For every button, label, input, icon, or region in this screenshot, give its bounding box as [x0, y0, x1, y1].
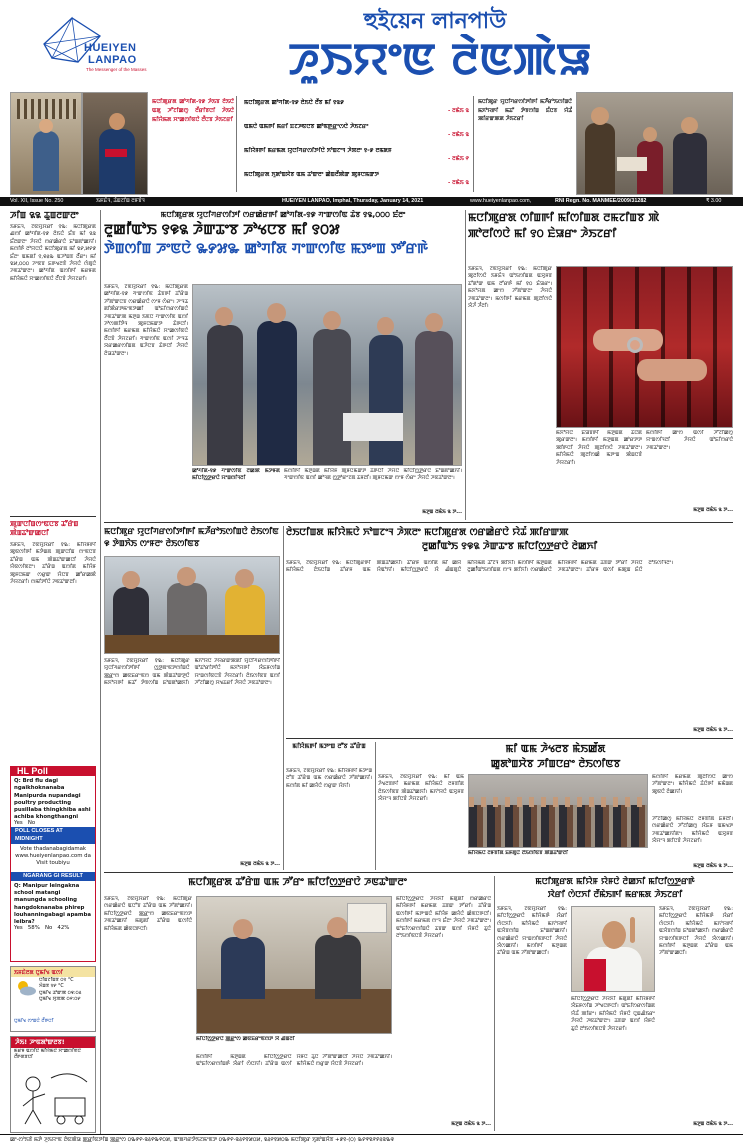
- price: ₹ 3.00: [706, 198, 722, 204]
- tr-photo-handcuffs: [556, 266, 733, 428]
- br-head-2: ꯋꯥꯔꯤ ꯁꯥꯅꯈꯤ ꯂꯩꯃꯥꯏꯒꯤ ꯃꯔꯃꯗ ꯍꯥꯏꯖꯔꯤ: [547, 890, 683, 900]
- mr-head-1: ꯃꯤ ꯑꯃ ꯍꯥꯠꯂꯕ ꯃꯥꯏꯀꯩꯗ: [505, 743, 606, 755]
- cartoon-drawing-icon: [11, 1068, 95, 1130]
- br-continued[interactable]: ꯃꯇꯨꯡ ꯂꯃꯥꯏ ꯲ ꯇ...: [693, 1121, 733, 1127]
- top-right-story: [468, 210, 733, 520]
- weather-caption: ꯅꯨꯃꯤꯠ ꯁꯦꯡꯅꯥ ꯂꯩꯒꯅꯤ: [14, 1019, 54, 1024]
- tr-head-1: ꯃꯅꯤꯄꯨꯔꯗ ꯁꯤꯡꯒꯤ ꯃꯤꯁꯤꯡꯗ ꯂꯃꯖꯤꯡꯕ ꯄꯥ: [468, 211, 660, 224]
- bottom-left-story: [104, 876, 491, 1131]
- ml-head-1: ꯃꯅꯤꯄꯨꯔ ꯌꯨꯅꯤꯚꯔꯁꯤꯇꯤꯒꯤ ꯃꯍꯩꯔꯣꯏꯁꯤꯡꯅꯥ ꯂꯥꯏꯁꯤꯟ: [104, 526, 279, 536]
- left-item1-body: ꯏꯝꯐꯥꯜ, ꯖꯥꯟꯌꯨꯋꯔꯤ ꯱꯳: ꯃꯅꯤꯄꯨꯔꯗ ꯉꯁꯤ ꯀꯣꯚꯤꯗ-꯱꯹ ꯂꯥꯏꯅꯥ ꯐꯪꯕ ꯃꯤ ꯲꯲ ꯐꯪꯂꯛꯂꯦ ꯍꯥꯌꯅꯥ ꯁꯔꯀꯥꯔꯅꯥ ꯐꯣꯡꯗꯣꯀꯈꯤ। ꯃꯁꯤꯒꯥ ꯂꯣꯌꯅꯅꯥ ꯃꯅꯤꯄꯨꯔꯗ ꯃꯤ ꯲꯸,꯷꯸꯹ ꯐꯪꯂꯦ ꯑꯃꯗꯤ ꯱,꯶꯴꯳ ꯑꯍꯣꯡꯕ ꯂꯩꯔꯦ। ꯃꯤ ꯲꯷,꯰꯰꯰ ꯍꯦꯟꯕ ꯐꯒꯠꯂꯕꯥ ꯍꯥꯌꯅꯥ ꯁꯥꯗꯨꯅꯥ ꯍꯟꯊꯣꯛꯂꯦ। ꯀꯣꯚꯤꯗ ꯑꯁꯤꯒꯤ ꯃꯔꯝꯗ ꯃꯤꯌꯥꯃꯅꯥ ꯆꯦꯀꯁꯤꯟꯅꯥ ꯂꯩꯅꯕꯥ ꯍꯥꯌꯖꯔꯤ।: [10, 224, 96, 282]
- lead-continued[interactable]: ꯃꯇꯨꯡ ꯂꯃꯥꯏ ꯲ ꯇ...: [422, 509, 462, 515]
- poll-vote-note[interactable]: Vote thadanabagidamak www.hueiyenlanpao.com da Visit toubiyu: [15, 845, 91, 867]
- meitei-title: ꯍꯨꯏꯌꯦꯟ ꯂꯥꯟꯄꯥꯎ: [288, 34, 592, 85]
- mr-continued[interactable]: ꯃꯇꯨꯡ ꯂꯃꯥꯏ ꯲ ꯇ...: [693, 863, 733, 869]
- br-photo-portrait: [571, 906, 655, 992]
- tr-body-3: ꯃꯁꯤꯒꯤ ꯀꯦꯁ ꯑꯁꯤ ꯍꯧꯖꯤꯀꯁꯨ ꯌꯦꯡꯁꯤꯜꯂꯤ ꯍꯥꯌꯅꯥ ꯑꯣꯐꯤꯁꯔꯅꯥ ꯍꯟꯊꯣꯛꯂꯦ।: [646, 430, 733, 451]
- banner-right-photo: [576, 92, 733, 195]
- poll-title: HL Poll: [11, 767, 95, 776]
- mc-head-1: ꯂꯥꯏꯅꯤꯡꯗ ꯃꯤꯌꯥꯃꯅꯥ ꯈꯣꯡꯖꯦꯜ ꯍꯥꯞꯂꯦ ꯃꯅꯤꯄꯨꯔꯗ ꯁꯔꯀꯥꯔꯅꯥ ꯌꯥꯊꯪ ꯄꯤꯔꯛꯄ: [286, 527, 569, 538]
- logo-name-2: LANPAO: [88, 54, 137, 66]
- bl-caption: ꯃꯤꯅꯤꯁ꯭ꯇꯔꯅꯥ ꯄ꯭ꯔꯦꯁ ꯀꯟꯐꯔꯦꯟꯁꯇ ꯋꯥ ꯉꯥꯡꯂꯤ: [196, 1036, 295, 1042]
- br-body-3: ꯏꯝꯐꯥꯜ, ꯖꯥꯟꯌꯨꯋꯔꯤ ꯱꯳: ꯃꯤꯅꯤꯁ꯭ꯇꯔꯅꯥ ꯃꯤꯌꯥꯃꯒꯥ ꯋꯥꯔꯤ ꯁꯥꯅꯈꯤ। ꯃꯤꯌꯥꯃꯅꯥ ꯃꯈꯣꯌꯒꯤ ꯑꯋꯥꯕꯁꯤꯡ ꯐꯣꯡꯗꯣꯀꯈꯤ। ꯁꯔꯀꯥꯔꯅꯥ ꯌꯦꯡꯁꯤꯟꯒꯅꯤ ꯍꯥꯌꯅꯥ ꯋꯥꯁꯀꯈꯤ। ꯃꯁꯤꯒꯤ ꯃꯇꯨꯡꯗ ꯊꯧꯔꯥꯡ ꯑꯃ ꯍꯧꯗꯣꯛꯀꯅꯤ।: [659, 906, 733, 957]
- lead-photo: [192, 284, 462, 466]
- tr-body-2: ꯃꯈꯣꯌꯅꯥ ꯐꯥꯎꯕꯒꯤ ꯃꯇꯨꯡꯗ ꯊꯥꯅꯥꯗ ꯄꯨꯔꯛꯂꯦ। ꯃꯁꯤꯒꯤ ꯃꯇꯨꯡꯗ ꯀꯣꯔꯇꯇ ꯄꯤꯒꯅꯤ ꯍꯥꯌꯅꯥ ꯄꯨꯂꯤꯁꯅꯥ ꯍꯟꯊꯣꯛꯂꯦ। ꯃꯤꯌꯥꯃꯅꯥ ꯄꯨꯂꯤꯁꯀꯥ ꯃꯇꯦꯡ ꯄꯥꯡꯅꯕꯥ ꯍꯥꯌꯖꯔꯤ।: [556, 430, 642, 466]
- mc-continued[interactable]: ꯃꯇꯨꯡ ꯂꯃꯥꯏ ꯲ ꯇ...: [693, 727, 733, 733]
- mc-box-body: ꯏꯝꯐꯥꯜ, ꯖꯥꯟꯌꯨꯋꯔꯤ ꯱꯳: ꯃꯤꯌꯥꯝꯒꯤ ꯃꯇꯦꯡ ꯂꯧꯕ ꯊꯧꯔꯥꯡ ꯑꯃ ꯁꯔꯀꯥꯔꯅꯥ ꯍꯧꯗꯣꯀꯈꯤ। ꯃꯁꯤꯗ ꯃꯤ ꯀꯌꯥꯅꯥ ꯁꯔꯨꯛ ꯌꯥꯈꯤ।: [286, 768, 372, 789]
- mc-box-head: ꯃꯤꯌꯥꯃꯒꯤ ꯃꯇꯦꯡ ꯂꯧꯕ ꯊꯧꯔꯥꯡ: [292, 742, 366, 750]
- poll-result-question: Q: Manipur leingakna school matangi manungda schooling hangdoknanaba phirep louhanningabagi apamba leibra?: [14, 883, 92, 926]
- headline-item[interactable]: ꯃꯅꯤꯄꯨꯔꯗ ꯈꯨꯗꯣꯡꯆꯥꯕ ꯑꯃ ꯊꯣꯛꯂꯦ ꯀꯥꯡꯂꯩꯄꯥꯛ ꯄꯨꯝꯅꯃꯛꯇ - ꯂꯃꯥꯏ ꯲: [244, 172, 469, 186]
- bl-body-1: ꯏꯝꯐꯥꯜ, ꯖꯥꯟꯌꯨꯋꯔꯤ ꯱꯳: ꯃꯅꯤꯄꯨꯔ ꯁꯔꯀꯥꯔꯅꯥ ꯑꯅꯧꯕ ꯊꯧꯔꯥꯡ ꯑꯃ ꯍꯧꯗꯣꯀꯈꯤ। ꯃꯤꯅꯤꯁ꯭ꯇꯔꯅꯥ ꯄ꯭ꯔꯦꯁ ꯀꯟꯐꯔꯦꯟꯁꯇ ꯍꯟꯊꯣꯀꯈꯤ ꯃꯗꯨꯗꯤ ꯊꯧꯔꯥꯡ ꯑꯁꯤꯅꯥ ꯃꯤꯌꯥꯃꯗ ꯀꯥꯟꯅꯒꯅꯤ।: [104, 896, 192, 932]
- lead-kicker: ꯃꯅꯤꯄꯨꯔꯗ ꯌꯨꯅꯤꯚꯔꯁꯤꯇꯤ ꯁꯔꯀꯥꯔꯒꯤ ꯀꯣꯚꯤꯗ-꯱꯹ ꯚꯦꯛꯁꯤꯟ ꯊꯥꯕ ꯱꯲,꯰꯰꯰ ꯐꯪꯂꯦ: [160, 210, 406, 219]
- lead-caption: ꯀꯣꯚꯤꯗ-꯱꯹ ꯚꯦꯛꯁꯤꯟ ꯂꯥꯀꯄꯥ ꯃꯇꯝꯗ ꯃꯤꯅꯤꯁ꯭ꯇꯔꯅꯥ ꯌꯦꯡꯁꯤꯜꯂꯤ: [192, 468, 280, 482]
- bl-body-2: ꯃꯁꯤꯒꯤ ꯃꯇꯨꯡꯗ ꯃꯤꯅꯤꯁ꯭ꯇꯔꯅꯥ ꯑꯣꯐꯤꯁꯔꯁꯤꯡꯒꯥ ꯋꯥꯔꯤ ꯁꯥꯅꯈꯤ। ꯊꯧꯔꯥꯡ ꯑꯁꯤ ꯌꯥꯝꯅꯥ ꯊꯨꯅꯥ ꯍꯧꯗꯣꯛꯀꯅꯤ ꯍꯥꯌꯅꯥ ꯍꯟꯊꯣꯀꯈꯤ। ꯃꯤꯌꯥꯃꯅꯥ ꯁꯔꯨꯛ ꯌꯥꯅꯕꯥ ꯍꯥꯌꯖꯔꯤ।: [196, 1054, 392, 1068]
- lead-head-2: ꯇꯥꯡꯁꯤꯡ ꯍꯦꯟꯅꯥ ꯳꯸꯷꯳ ꯀꯣꯚꯤꯗ ꯚꯦꯛꯁꯤꯟ ꯃꯇꯦꯡ ꯇꯧꯔꯒꯥ: [104, 241, 428, 257]
- ml-photo: [104, 556, 280, 654]
- tr-body-1: ꯏꯝꯐꯥꯜ, ꯖꯥꯟꯌꯨꯋꯔꯤ ꯱꯳: ꯃꯅꯤꯄꯨꯔ ꯄꯨꯂꯤꯁꯅꯥ ꯏꯝꯐꯥꯜ ꯑꯣꯏꯁꯤꯡꯗ ꯑꯆꯨꯝꯕ ꯊꯧꯗꯣꯛ ꯑꯃ ꯂꯧꯔꯒꯥ ꯃꯤ ꯱꯰ ꯐꯥꯎꯔꯦ। ꯃꯈꯣꯌꯗ ꯀꯦꯁ ꯍꯧꯗꯣꯛꯂꯦ ꯍꯥꯌꯅꯥ ꯍꯟꯊꯣꯛꯂꯦ। ꯃꯁꯤꯒꯤ ꯃꯔꯃꯗ ꯄꯨꯂꯤꯁꯅꯥ ꯋꯥꯍꯪ ꯍꯪꯂꯤ।: [468, 266, 552, 310]
- left-item1-head: ꯍꯤꯡ ꯲꯲ ꯊꯨꯡꯂꯛꯂꯦ: [10, 211, 79, 221]
- mr-body-2: ꯃꯁꯤꯒꯤ ꯃꯔꯃꯗ ꯄꯨꯂꯤꯁꯅꯥ ꯀꯦꯁ ꯍꯧꯗꯣꯛꯂꯦ। ꯃꯤꯌꯥꯃꯅꯥ ꯊꯥꯅꯥꯒꯤ ꯃꯃꯥꯡꯗ ꯄꯨꯟꯅꯥ ꯂꯥꯀꯈꯤ।: [652, 774, 733, 795]
- mr-body-1: ꯏꯝꯐꯥꯜ, ꯖꯥꯟꯌꯨꯋꯔꯤ ꯱꯳: ꯃꯤ ꯑꯃ ꯍꯥꯠꯂꯕꯒꯤ ꯃꯔꯃꯗ ꯃꯤꯌꯥꯃꯅꯥ ꯂꯝꯕꯤꯗ ꯂꯥꯏꯁꯤꯟꯕ ꯄꯥꯡꯊꯣꯀꯈꯤ। ꯃꯈꯣꯌꯅꯥ ꯑꯆꯨꯝꯕ ꯋꯥꯌꯦꯜ ꯄꯤꯅꯕꯥ ꯍꯥꯌꯖꯔꯤ।: [378, 774, 464, 803]
- br-head-1: ꯃꯅꯤꯄꯨꯔꯗ ꯃꯤꯌꯥꯝ ꯌꯥꯝꯅꯥ ꯂꯥꯀꯈꯤ ꯃꯤꯅꯤꯁ꯭ꯇꯔꯒꯥ: [535, 877, 695, 887]
- logo-name: HUEIYEN: [84, 42, 137, 54]
- weather-lines: ꯅꯤꯡꯖꯤꯡꯕ ꯰꯱ °C ꯈꯥꯡꯕ ꯱꯸ °C ꯅꯨꯃꯤꯠ ꯊꯣꯛꯄ ꯰꯶:꯰꯴ ꯅꯨꯃꯤꯠ ꯆꯨꯞꯄ ꯰꯵:꯰꯸: [39, 978, 82, 1003]
- mc-head-2: ꯂꯨꯀꯤꯪꯑꯣꯏ ꯱꯶꯲ ꯍꯥꯛꯊꯦꯕ ꯃꯤꯅꯤꯁ꯭ꯇꯔꯅꯥ ꯂꯥꯀꯈꯤ: [421, 541, 598, 552]
- cartoon-caption: ꯃꯔꯝ ꯑꯁꯤꯅꯥ ꯃꯤꯌꯥꯃꯅꯥ ꯆꯦꯀꯁꯤꯟꯅꯥ ꯂꯩꯒꯗꯕꯅꯤ: [14, 1049, 81, 1061]
- br-body-1: ꯏꯝꯐꯥꯜ, ꯖꯥꯟꯌꯨꯋꯔꯤ ꯱꯳: ꯃꯤꯅꯤꯁ꯭ꯇꯔꯅꯥ ꯃꯤꯌꯥꯃꯒꯥ ꯋꯥꯔꯤ ꯁꯥꯅꯈꯤ। ꯃꯤꯌꯥꯃꯅꯥ ꯃꯈꯣꯌꯒꯤ ꯑꯋꯥꯕꯁꯤꯡ ꯐꯣꯡꯗꯣꯀꯈꯤ। ꯁꯔꯀꯥꯔꯅꯥ ꯌꯦꯡꯁꯤꯟꯒꯅꯤ ꯍꯥꯌꯅꯥ ꯋꯥꯁꯀꯈꯤ। ꯃꯁꯤꯒꯤ ꯃꯇꯨꯡꯗ ꯊꯧꯔꯥꯡ ꯑꯃ ꯍꯧꯗꯣꯛꯀꯅꯤ।: [497, 906, 567, 957]
- banner-right-text: ꯃꯅꯤꯄꯨꯔ ꯌꯨꯅꯤꯚꯔꯁꯤꯇꯤꯒꯤ ꯃꯍꯩꯔꯣꯏꯁꯤꯡꯅꯥ ꯃꯈꯣꯌꯒꯤ ꯃꯊꯧ ꯇꯥꯕꯁꯤꯡ ꯐꯪꯅꯕ ꯌꯥꯊꯪ ꯄꯤꯔꯛꯄꯗ ꯍꯥꯏꯖꯔꯤ: [478, 99, 572, 123]
- mr-side: ꯍꯧꯖꯤꯀꯁꯨ ꯃꯤꯌꯥꯃꯅꯥ ꯂꯝꯕꯤꯗ ꯐꯝꯂꯤ। ꯁꯔꯀꯥꯔꯅꯥ ꯍꯧꯖꯤꯀꯁꯨ ꯋꯥꯐꯝ ꯑꯃꯠꯇ ꯍꯟꯊꯣꯀꯈꯤꯗꯦ। ꯃꯤꯌꯥꯃꯅꯥ ꯑꯆꯨꯝꯕ ꯋꯥꯌꯦꯜ ꯄꯤꯅꯕꯥ ꯍꯥꯌꯖꯔꯤ।: [652, 816, 733, 845]
- ml-head-2: ꯶ ꯇꯥꯡꯈꯥꯏ ꯁꯦꯝꯂꯦ ꯂꯥꯏꯁꯤꯟꯕ: [104, 538, 200, 548]
- bl-body-3: ꯃꯤꯅꯤꯁ꯭ꯇꯔꯅꯥ ꯍꯥꯌꯈꯤ ꯃꯗꯨꯗꯤ ꯁꯔꯀꯥꯔꯅꯥ ꯃꯤꯌꯥꯝꯒꯤ ꯃꯔꯃꯗ ꯊꯕꯛ ꯇꯧꯔꯤ। ꯊꯧꯔꯥꯡ ꯑꯁꯤꯒꯤ ꯃꯇꯦꯡꯅꯥ ꯃꯤꯌꯥꯝ ꯀꯌꯥꯅꯥ ꯀꯥꯟꯅꯒꯅꯤ। ꯃꯁꯤꯒꯤ ꯃꯔꯃꯗ ꯁꯦꯜ ꯐꯪꯂꯦ ꯍꯥꯌꯅꯥ ꯍꯟꯊꯣꯛꯂꯦ। ꯑꯣꯐꯤꯁꯔꯁꯤꯡꯅꯥ ꯊꯕꯛ ꯑꯁꯤ ꯌꯥꯝꯅꯥ ꯊꯨꯅꯥ ꯂꯣꯏꯁꯤꯟꯅꯕꯥ ꯍꯥꯌꯖꯔꯤ।: [396, 896, 491, 940]
- cartoon-title: ꯍꯥꯏ! ꯍꯦꯟꯗꯣꯛꯂꯕ!: [11, 1037, 95, 1048]
- poll-result-title: NGARANG GI RESULT: [11, 872, 95, 881]
- cartoon-box: [10, 1036, 96, 1133]
- logo-tagline: The Messenger of the Masses: [86, 67, 147, 72]
- rni-number: RNI Regn. No. MANMEE/2009/31282: [555, 198, 647, 204]
- mc-body: ꯏꯝꯐꯥꯜ, ꯖꯥꯟꯌꯨꯋꯔꯤ ꯱꯳: ꯃꯅꯤꯄꯨꯔꯒꯤ ꯃꯤꯌꯥꯃꯅꯥ ꯂꯥꯏꯅꯤꯡ ꯊꯧꯔꯝ ꯑꯃ ꯄꯥꯡꯊꯣꯀꯈꯤ। ꯊꯧꯔꯝ ꯑꯁꯤꯗ ꯃꯤ ꯀꯌꯥ ꯌꯥꯑꯣꯈꯤ। ꯃꯤꯅꯤꯁ꯭ꯇꯔꯅꯥ ꯋꯥ ꯉꯥꯡꯗꯨꯅꯥ ꯃꯤꯌꯥꯃꯗ ꯊꯧꯖꯥꯜ ꯄꯤꯈꯤ। ꯃꯁꯤꯒꯤ ꯃꯇꯨꯡꯗ ꯂꯨꯀꯤꯪꯑꯣꯏꯁꯤꯡꯗ ꯁꯦꯜ ꯄꯤꯈꯤ। ꯁꯔꯀꯥꯔꯅꯥ ꯃꯤꯌꯥꯝꯒꯤ ꯃꯔꯃꯗ ꯊꯕꯛ ꯇꯧꯔꯤ ꯍꯥꯌꯅꯥ ꯍꯟꯊꯣꯛꯂꯦ। ꯊꯧꯔꯝ ꯑꯁꯤ ꯃꯄꯨꯡ ꯐꯥꯅꯥ ꯂꯣꯏꯁꯤꯜꯂꯦ।: [286, 560, 674, 574]
- banner: [0, 92, 743, 196]
- br-body-2: ꯃꯤꯅꯤꯁ꯭ꯇꯔꯅꯥ ꯍꯥꯌꯈꯤ ꯃꯗꯨꯗꯤ ꯃꯤꯌꯥꯝꯒꯤ ꯋꯥꯐꯝꯁꯤꯡ ꯍꯣꯠꯅꯒꯅꯤ। ꯑꯣꯐꯤꯁꯔꯁꯤꯡꯗ ꯌꯥꯊꯪ ꯄꯤꯔꯦ। ꯃꯤꯌꯥꯃꯅꯥ ꯌꯥꯝꯅꯥ ꯅꯨꯡꯉꯥꯏꯔꯦ ꯍꯥꯌꯅꯥ ꯍꯟꯊꯣꯛꯂꯦ। ꯊꯕꯛ ꯑꯁꯤ ꯌꯥꯝꯅꯥ ꯊꯨꯅꯥ ꯂꯣꯏꯁꯤꯟꯅꯕꯥ ꯍꯥꯌꯖꯔꯤ।: [571, 996, 655, 1032]
- website: www.hueiyenlanpao.com,: [470, 198, 532, 204]
- ml-body: ꯏꯝꯐꯥꯜ, ꯖꯥꯟꯌꯨꯋꯔꯤ ꯱꯳: ꯃꯅꯤꯄꯨꯔ ꯌꯨꯅꯤꯚꯔꯁꯤꯇꯤꯒꯤ ꯁ꯭ꯇꯨꯗꯦꯟꯇꯁꯤꯡꯅꯥ ꯄ꯭ꯔꯦꯁ ꯀꯟꯐꯔꯦꯟꯁ ꯑꯃ ꯄꯥꯡꯊꯣꯛꯇꯨꯅꯥ ꯃꯈꯣꯌꯒꯤ ꯃꯊꯧ ꯇꯥꯕꯁꯤꯡ ꯐꯣꯡꯗꯣꯀꯈꯤ। ꯃꯈꯣꯌꯅꯥ ꯍꯥꯌꯔꯛꯄꯗꯤ ꯌꯨꯅꯤꯚꯔꯁꯤꯇꯤꯒꯤ ꯑꯣꯊꯣꯔꯤꯇꯤꯅꯥ ꯃꯈꯣꯌꯒꯤ ꯋꯥꯐꯝꯁꯤꯡ ꯌꯦꯡꯁꯤꯟꯅꯕꯥ ꯍꯥꯌꯖꯔꯤ। ꯂꯥꯏꯁꯤꯟꯕ ꯑꯁꯤ ꯍꯧꯖꯤꯀꯁꯨ ꯆꯠꯊꯔꯤ ꯍꯥꯌꯅꯥ ꯍꯟꯊꯣꯛꯂꯦ।: [104, 658, 280, 687]
- poll-question: Q: Brd flu dagi ngaikhoknanaba Manipurda nupandagi poultry producting pusillaba thingkhiba ashi achiba khongthangni: [14, 778, 91, 821]
- banner-left-text: ꯃꯅꯤꯄꯨꯔꯗ ꯀꯣꯚꯤꯗ-꯱꯹ ꯍꯥꯏꯕ ꯂꯥꯏꯅꯥ ꯑꯗꯨ ꯍꯧꯖꯤꯀꯁꯨ ꯂꯩꯔꯤꯕꯅꯤ ꯍꯥꯏꯅꯥ ꯃꯤꯌꯥꯃꯗ ꯆꯦꯀꯁꯤꯟꯅꯥ ꯂꯩꯅꯕ ꯍꯥꯏꯖꯔꯤ: [152, 99, 234, 124]
- headline-item[interactable]: ꯃꯤꯌꯥꯝꯒꯤ ꯃꯔꯃꯗ ꯌꯨꯅꯤꯚꯔꯁꯤꯇꯤꯅꯥ ꯈꯣꯡꯖꯦꯜ ꯍꯥꯞꯂꯦ ꯱-꯹ ꯂꯃꯗꯝ - ꯂꯃꯥꯏ ꯵: [244, 148, 469, 162]
- mid-left-story: [104, 526, 280, 870]
- poll-options[interactable]: Yes No: [14, 820, 36, 827]
- lead-story: [104, 210, 462, 520]
- headline-list: [244, 98, 469, 194]
- sun-cloud-icon: [15, 979, 37, 997]
- weather-box: [10, 966, 96, 1032]
- bl-continued[interactable]: ꯃꯇꯨꯡ ꯂꯃꯥꯏ ꯲ ꯇ...: [451, 1121, 491, 1127]
- paper-date: HUEIYEN LANPAO, Imphal, Thursday, January 14, 2021: [282, 198, 424, 204]
- masthead: [0, 0, 743, 92]
- left-item2-head: ꯄꯨꯛꯅꯤꯡꯁꯦꯟꯅꯕ ꯊꯧꯔꯥꯡ ꯄꯥꯡꯊꯣꯛꯀꯅꯤ: [10, 520, 79, 537]
- mid-right-story: [378, 742, 733, 870]
- tr-continued[interactable]: ꯃꯇꯨꯡ ꯂꯃꯥꯏ ꯲ ꯇ...: [693, 507, 733, 513]
- tr-head-2: ꯄꯣꯂꯤꯁꯅꯥ ꯃꯤ ꯱꯰ ꯐꯥꯎꯔꯦ ꯍꯥꯏꯖꯔꯤ: [468, 227, 617, 240]
- mid-center-story: [286, 526, 733, 736]
- lead-head-1: ꯂꯨꯀꯤꯪꯑꯣꯏ ꯱꯶꯲ ꯍꯥꯛꯊꯦꯕ ꯍꯣꯠꯅꯕ ꯃꯤ ꯱꯰꯷: [104, 222, 340, 238]
- headline-item[interactable]: ꯃꯅꯤꯄꯨꯔꯗ ꯀꯣꯚꯤꯗ-꯱꯹ ꯂꯥꯏꯅꯥ ꯂꯩꯕ ꯃꯤ ꯱꯲꯹ - ꯂꯃꯥꯏ ꯲: [244, 100, 469, 114]
- bengali-title: হুইয়েন লানপাউ: [363, 9, 507, 34]
- weather-head: ꯏꯝꯐꯥꯂꯗ ꯅꯨꯃꯤꯠ ꯑꯁꯤ: [11, 967, 95, 977]
- footer: ꯀꯦ-ꯁꯣꯏꯕꯥ ꯃꯇꯥ ꯍꯨꯏꯌꯦꯟ ꯂꯥꯟꯄꯥꯎ ꯄ꯭ꯔꯤꯟꯇꯤꯡ ꯄ꯭ꯔꯦꯁ ꯰꯳꯸꯵-꯲꯴꯵꯳꯵꯰꯷, ꯑꯦꯗꯚꯔꯇꯥꯏꯖꯃꯦꯟꯇ ꯰꯳꯸꯵-꯲꯴꯵꯱꯷꯰꯷, ꯲꯴꯵꯱꯷꯰꯳ ꯃꯅꯤꯄꯨꯔ ꯈꯨꯗꯣꯡꯆꯥꯕ +꯹꯱-(꯰) ꯳꯸꯵꯲꯵꯸꯴꯲꯳꯶: [10, 1137, 395, 1143]
- hl-poll: [10, 766, 96, 962]
- poll-closes: POLL CLOSES AT MIDNIGHT: [11, 827, 95, 843]
- volume: Vol. XII, Issue No. 250: [10, 198, 64, 204]
- banner-left-photo: [10, 92, 82, 195]
- lead-body-2: ꯃꯁꯤꯒꯤ ꯃꯇꯨꯡꯗ ꯃꯤꯌꯥꯝ ꯄꯨꯝꯅꯃꯛꯇ ꯊꯥꯒꯅꯤ ꯍꯥꯌꯅꯥ ꯃꯤꯅꯤꯁ꯭ꯇꯔꯅꯥ ꯐꯣꯡꯗꯣꯀꯈꯤ। ꯚꯦꯛꯁꯤꯟ ꯑꯁꯤ ꯀꯣꯜꯗ ꯁ꯭ꯇꯣꯔꯦꯖꯗ ꯊꯝꯂꯤ। ꯄꯨꯝꯅꯃꯛ ꯁꯦꯝ ꯁꯥꯔꯦ ꯍꯥꯌꯅꯥ ꯍꯟꯊꯣꯛꯂꯦ।: [284, 468, 462, 482]
- bl-head: ꯃꯅꯤꯄꯨꯔꯗ ꯊꯧꯔꯥꯡ ꯑꯃ ꯍꯧꯔꯦ ꯃꯤꯅꯤꯁ꯭ꯇꯔꯅꯥ ꯍꯟꯊꯣꯛꯂꯦ: [188, 877, 407, 888]
- bottom-right-story: [497, 876, 733, 1131]
- left-item2-body: ꯏꯝꯐꯥꯜ, ꯖꯥꯟꯌꯨꯋꯔꯤ ꯱꯳: ꯃꯤꯌꯥꯝꯒꯤ ꯄꯨꯟꯁꯤꯒꯤ ꯃꯇꯥꯡꯗ ꯄꯨꯛꯅꯤꯡ ꯁꯦꯟꯅꯕ ꯊꯧꯔꯥꯡ ꯑꯃ ꯄꯥꯡꯊꯣꯛꯀꯅꯤ ꯍꯥꯌꯅꯥ ꯌꯥꯟꯁꯤꯟꯂꯦ। ꯊꯧꯔꯥꯡ ꯑꯁꯤꯗ ꯃꯤꯌꯥꯝ ꯄꯨꯝꯅꯃꯛ ꯁꯔꯨꯛ ꯌꯥꯅꯕ ꯀꯧꯔꯀꯄꯥ ꯍꯥꯌꯖꯔꯤ। ꯁꯃꯤꯇꯤꯅꯥ ꯍꯟꯊꯣꯛꯂꯤ।: [10, 542, 96, 586]
- poll-result-values: Yes 58% No 42%: [14, 925, 70, 932]
- headline-item[interactable]: ꯑꯃꯅꯥ ꯑꯃꯒꯤ ꯃꯔꯤ ꯐꯖꯍꯟꯅꯕ ꯀꯣꯟꯒ꯭ꯔꯦꯁꯅꯥ ꯍꯥꯏꯖꯔꯦ - ꯂꯃꯥꯏ ꯲: [244, 124, 469, 138]
- banner-left-photo-2: [82, 92, 148, 195]
- ml-continued[interactable]: ꯃꯇꯨꯡ ꯂꯃꯥꯏ ꯲ ꯇ...: [240, 861, 280, 867]
- bl-photo: [196, 896, 392, 1034]
- mc-box: [286, 742, 372, 870]
- lead-body-1: ꯏꯝꯐꯥꯜ, ꯖꯥꯟꯌꯨꯋꯔꯤ ꯱꯳: ꯃꯅꯤꯄꯨꯔꯗ ꯀꯣꯚꯤꯗ-꯱꯹ ꯚꯦꯛꯁꯤꯟ ꯊꯥꯕꯒꯤ ꯊꯧꯔꯥꯡ ꯍꯧꯗꯣꯛꯅꯕ ꯁꯔꯀꯥꯔꯅꯥ ꯁꯦꯝ ꯁꯥꯔꯦ। ꯍꯦꯜꯊ ꯗꯤꯄꯥꯔꯇꯃꯦꯟꯇꯀꯤ ꯑꯣꯐꯤꯁꯔꯁꯤꯡꯅꯥ ꯍꯟꯊꯣꯛꯄ ꯃꯇꯨꯡ ꯏꯟꯅ ꯚꯦꯛꯁꯤꯟ ꯑꯁꯤ ꯍꯣꯁꯄꯤꯇꯥꯜ ꯄꯨꯝꯅꯃꯛꯇ ꯊꯥꯒꯅꯤ। ꯃꯁꯤꯒꯤ ꯃꯔꯃꯗ ꯃꯤꯌꯥꯃꯅꯥ ꯆꯦꯀꯁꯤꯟꯅꯥ ꯂꯩꯅꯕꯥ ꯍꯥꯌꯖꯔꯤ। ꯚꯦꯛꯁꯤꯟ ꯑꯁꯤ ꯍꯦꯜꯊ ꯋꯔꯀꯔꯁꯤꯡꯗ ꯑꯍꯥꯅꯕ ꯊꯥꯒꯅꯤ ꯍꯥꯌꯅꯥ ꯂꯥꯎꯊꯣꯛꯂꯦ।: [104, 284, 188, 357]
- local-date: ꯏꯝꯐꯥꯜ, ꯊꯥꯡꯖꯤꯡ ꯂꯝꯕꯥꯜ: [96, 198, 145, 204]
- mr-head-2: ꯀꯨꯗꯣꯡꯆꯥꯕ ꯍꯤꯡꯅꯔꯦ ꯂꯥꯏꯁꯤꯟꯕ: [490, 758, 621, 770]
- mr-photo-crowd: [468, 774, 648, 848]
- mr-caption: ꯃꯤꯌꯥꯃꯅꯥ ꯂꯝꯕꯤꯗ ꯐꯝꯗꯨꯅꯥ ꯂꯥꯏꯁꯤꯟꯕ ꯄꯥꯡꯊꯣꯛꯂꯤ: [468, 850, 568, 856]
- dateline-strip: [0, 197, 743, 206]
